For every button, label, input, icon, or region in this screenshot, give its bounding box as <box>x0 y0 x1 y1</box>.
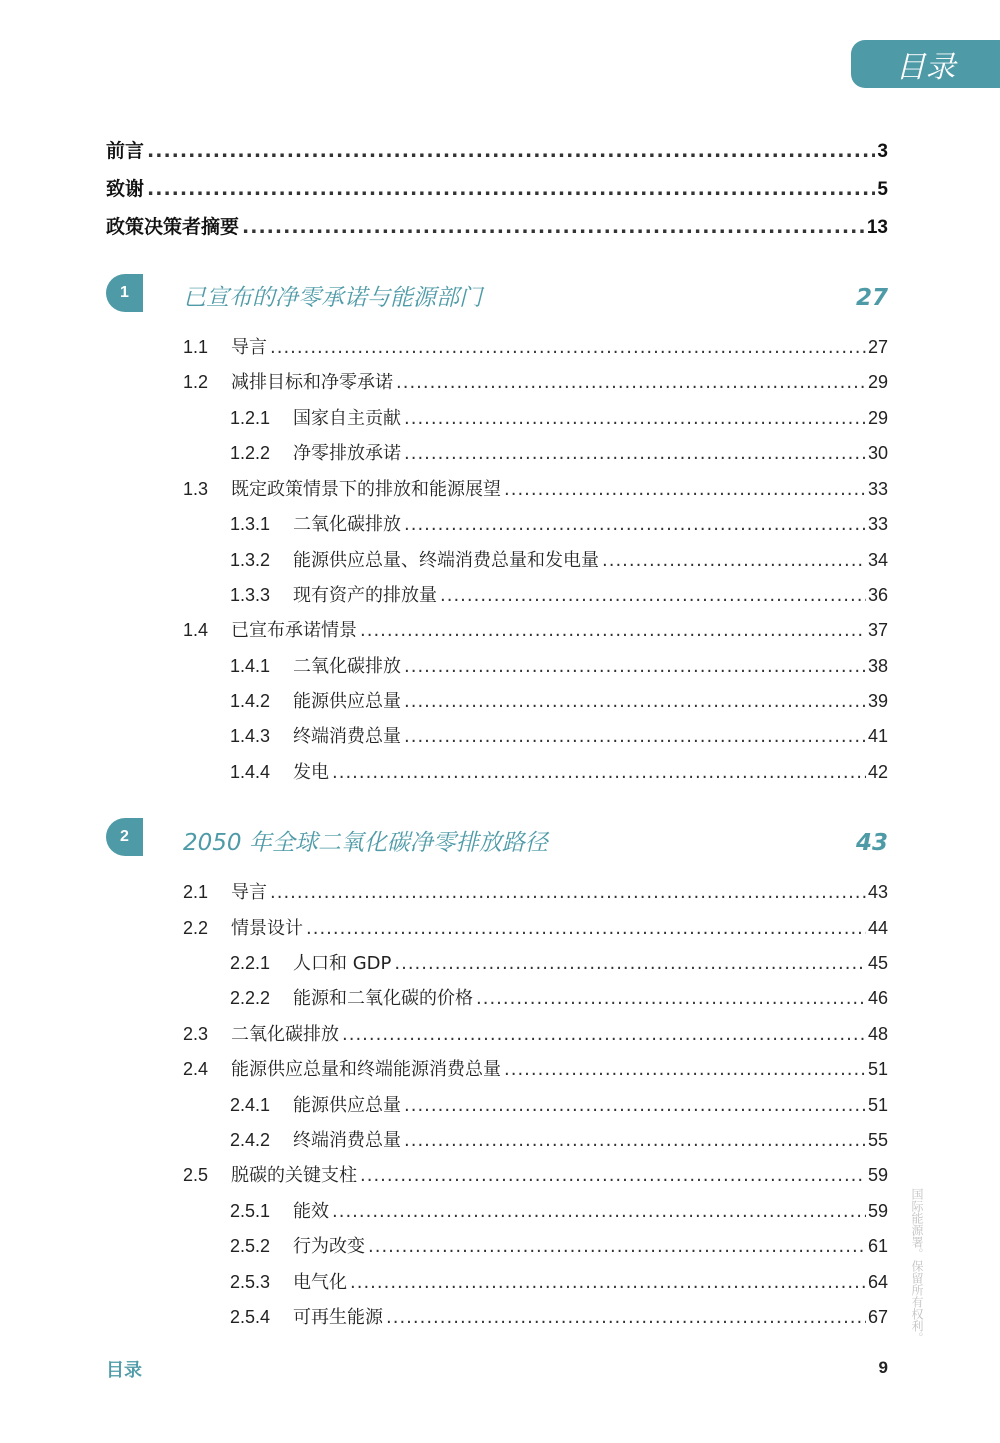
toc-entry[interactable] <box>230 652 888 678</box>
toc-entry-page: 3 <box>877 141 888 162</box>
toc-entry-title: 导言 <box>231 882 267 903</box>
toc-entry-page: 45 <box>867 953 888 973</box>
toc-entry-number: 1.2.2 <box>230 443 271 463</box>
toc-entry-title: 政策决策者摘要 <box>106 216 240 238</box>
toc-entry-number: 2.4.2 <box>230 1130 271 1150</box>
toc-entry-number: 1.4.1 <box>230 656 271 676</box>
leader-dots <box>360 1165 866 1186</box>
toc-entry[interactable] <box>230 1303 888 1329</box>
toc-entry-page: 38 <box>867 656 888 676</box>
toc-entry-number: 1.4.4 <box>230 762 271 782</box>
toc-entry-number: 2.2.2 <box>230 988 271 1008</box>
toc-entry[interactable] <box>183 333 888 359</box>
toc-entry-title: 已宣布承诺情景 <box>231 620 357 641</box>
chapter-title: 2050 年全球二氧化碳净零排放路径 <box>183 830 548 856</box>
toc-entry[interactable] <box>230 581 888 607</box>
toc-entry-number: 2.4.1 <box>230 1095 271 1115</box>
toc-entry[interactable] <box>230 546 888 572</box>
chapter-heading[interactable] <box>183 279 888 312</box>
leader-dots <box>368 1236 866 1257</box>
toc-entry-page: 48 <box>867 1024 888 1044</box>
leader-dots <box>394 953 866 974</box>
toc-entry-title: 能源供应总量和终端能源消费总量 <box>231 1059 501 1080</box>
toc-entry[interactable] <box>230 1197 888 1223</box>
leader-dots <box>476 988 866 1009</box>
toc-entry-page: 59 <box>867 1165 888 1185</box>
toc-entry-number: 2.5.1 <box>230 1201 271 1221</box>
toc-entry-number: 2.5.4 <box>230 1307 271 1327</box>
chapter-badge: 1 <box>106 274 143 312</box>
leader-dots <box>332 1201 866 1222</box>
toc-entry-page: 5 <box>877 179 888 200</box>
toc-entry-page: 59 <box>867 1201 888 1221</box>
toc-entry-title: 导言 <box>231 337 267 358</box>
toc-entry[interactable] <box>230 687 888 713</box>
toc-entry-title: 可再生能源 <box>293 1307 383 1328</box>
toc-entry-page: 55 <box>867 1130 888 1150</box>
toc-entry-number: 2.2 <box>183 918 209 938</box>
toc-entry-title: 终端消费总量 <box>293 1130 401 1151</box>
leader-dots <box>270 337 866 358</box>
leader-dots <box>386 1307 866 1328</box>
toc-entry[interactable] <box>183 1055 888 1081</box>
leader-dots <box>440 585 866 606</box>
toc-entry-page: 61 <box>867 1236 888 1256</box>
toc-entry-page: 51 <box>867 1095 888 1115</box>
toc-entry[interactable] <box>230 1091 888 1117</box>
toc-entry-title: 终端消费总量 <box>293 726 401 747</box>
leader-dots <box>342 1024 866 1045</box>
toc-entry-number: 2.5.2 <box>230 1236 271 1256</box>
toc-entry-number: 1.2.1 <box>230 408 271 428</box>
toc-entry-page: 42 <box>867 762 888 782</box>
leader-dots <box>332 762 866 783</box>
toc-entry-page: 43 <box>867 882 888 902</box>
toc-entry-number: 1.3.2 <box>230 550 271 570</box>
toc-entry[interactable] <box>230 758 888 784</box>
page-number: 9 <box>878 1358 888 1377</box>
toc-entry-page: 29 <box>867 372 888 392</box>
toc-entry[interactable] <box>230 1126 888 1152</box>
chapter-page: 43 <box>855 830 888 856</box>
toc-entry[interactable] <box>230 984 888 1010</box>
leader-dots <box>242 216 865 238</box>
toc-entry-number: 1.3.1 <box>230 514 271 534</box>
toc-entry-page: 13 <box>866 217 888 238</box>
toc-entry-title: 国家自主贡献 <box>293 408 401 429</box>
section-tab: 目录 <box>851 40 1000 88</box>
chapter-title: 已宣布的净零承诺与能源部门 <box>183 285 482 311</box>
toc-entry-title: 行为改变 <box>293 1236 365 1257</box>
toc-entry[interactable] <box>230 1232 888 1258</box>
toc-entry-title: 现有资产的排放量 <box>293 585 437 606</box>
toc-entry-number: 1.3.3 <box>230 585 271 605</box>
footer-section-label: 目录 <box>106 1360 142 1381</box>
toc-entry-title: 脱碳的关键支柱 <box>231 1165 357 1186</box>
toc-entry-title: 能源供应总量、终端消费总量和发电量 <box>293 550 599 571</box>
toc-entry-number: 1.3 <box>183 479 209 499</box>
toc-entry-title: 净零排放承诺 <box>293 443 401 464</box>
toc-entry[interactable] <box>230 439 888 465</box>
toc-entry[interactable] <box>183 616 888 642</box>
chapter-heading[interactable] <box>183 824 888 857</box>
chapter-badge: 2 <box>106 818 143 856</box>
toc-entry-page: 64 <box>867 1272 888 1292</box>
leader-dots <box>404 1130 866 1151</box>
leader-dots <box>306 918 866 939</box>
leader-dots <box>396 372 866 393</box>
toc-entry-title: 人口和 GDP <box>293 953 392 974</box>
toc-entry-number: 2.4 <box>183 1059 209 1079</box>
toc-entry[interactable] <box>230 1268 888 1294</box>
toc-entry-number: 2.3 <box>183 1024 209 1044</box>
leader-dots <box>350 1272 866 1293</box>
leader-dots <box>404 691 866 712</box>
leader-dots <box>404 514 866 535</box>
toc-entry-page: 51 <box>867 1059 888 1079</box>
toc-entry-page: 30 <box>867 443 888 463</box>
toc-entry-page: 67 <box>867 1307 888 1327</box>
toc-entry[interactable] <box>230 949 888 975</box>
toc-entry-page: 41 <box>867 726 888 746</box>
toc-entry-title: 既定政策情景下的排放和能源展望 <box>231 479 501 500</box>
toc-entry[interactable] <box>183 914 888 940</box>
toc-entry-number: 1.4.3 <box>230 726 271 746</box>
leader-dots <box>404 443 866 464</box>
toc-entry-title: 情景设计 <box>231 918 303 939</box>
toc-entry-number: 1.1 <box>183 337 209 357</box>
toc-entry-number: 2.1 <box>183 882 209 902</box>
toc-entry-page: 46 <box>867 988 888 1008</box>
toc-entry-number: 2.5 <box>183 1165 209 1185</box>
toc-entry-page: 44 <box>867 918 888 938</box>
toc-entry[interactable] <box>183 475 888 501</box>
leader-dots <box>602 550 866 571</box>
toc-entry-title: 二氧化碳排放 <box>231 1024 339 1045</box>
copyright-notice: 国际能源署。保留所有权利。 <box>910 1188 924 1344</box>
toc-entry-summary[interactable] <box>106 212 888 239</box>
toc-entry-page: 29 <box>867 408 888 428</box>
toc-entry-page: 33 <box>867 479 888 499</box>
toc-entry[interactable] <box>183 878 888 904</box>
chapter-page: 27 <box>855 285 888 311</box>
toc-entry-number: 2.2.1 <box>230 953 271 973</box>
toc-entry-page: 39 <box>867 691 888 711</box>
toc-entry[interactable] <box>183 1020 888 1046</box>
toc-entry-number: 1.4.2 <box>230 691 271 711</box>
toc-entry-number: 2.5.3 <box>230 1272 271 1292</box>
toc-entry-title: 电气化 <box>293 1272 347 1293</box>
toc-entry-title: 致谢 <box>106 178 145 200</box>
toc-entry-acknowledgements[interactable] <box>106 174 888 201</box>
leader-dots <box>504 1059 866 1080</box>
toc-entry-page: 33 <box>867 514 888 534</box>
leader-dots <box>147 140 875 162</box>
leader-dots <box>404 656 866 677</box>
toc-entry-preface[interactable] <box>106 136 888 163</box>
toc-entry-title: 二氧化碳排放 <box>293 514 401 535</box>
leader-dots <box>404 1095 866 1116</box>
toc-entry-title: 前言 <box>106 140 145 162</box>
toc-entry[interactable] <box>230 722 888 748</box>
toc-entry[interactable] <box>183 1161 888 1187</box>
leader-dots <box>404 726 866 747</box>
toc-entry[interactable] <box>183 368 888 394</box>
toc-entry[interactable] <box>230 510 888 536</box>
toc-entry-title: 发电 <box>293 762 329 783</box>
toc-entry-number: 1.4 <box>183 620 209 640</box>
toc-entry-number: 1.2 <box>183 372 209 392</box>
leader-dots <box>404 408 866 429</box>
leader-dots <box>147 178 875 200</box>
leader-dots <box>270 882 866 903</box>
toc-entry-title: 能源供应总量 <box>293 691 401 712</box>
leader-dots <box>360 620 866 641</box>
toc-entry-page: 34 <box>867 550 888 570</box>
toc-entry-page: 27 <box>867 337 888 357</box>
toc-entry-title: 减排目标和净零承诺 <box>231 372 393 393</box>
leader-dots <box>504 479 866 500</box>
toc-entry-page: 37 <box>867 620 888 640</box>
toc-entry[interactable] <box>230 404 888 430</box>
toc-entry-title: 能源和二氧化碳的价格 <box>293 988 473 1009</box>
toc-entry-title: 能源供应总量 <box>293 1095 401 1116</box>
toc-entry-title: 能效 <box>293 1201 329 1222</box>
toc-entry-title: 二氧化碳排放 <box>293 656 401 677</box>
toc-entry-page: 36 <box>867 585 888 605</box>
